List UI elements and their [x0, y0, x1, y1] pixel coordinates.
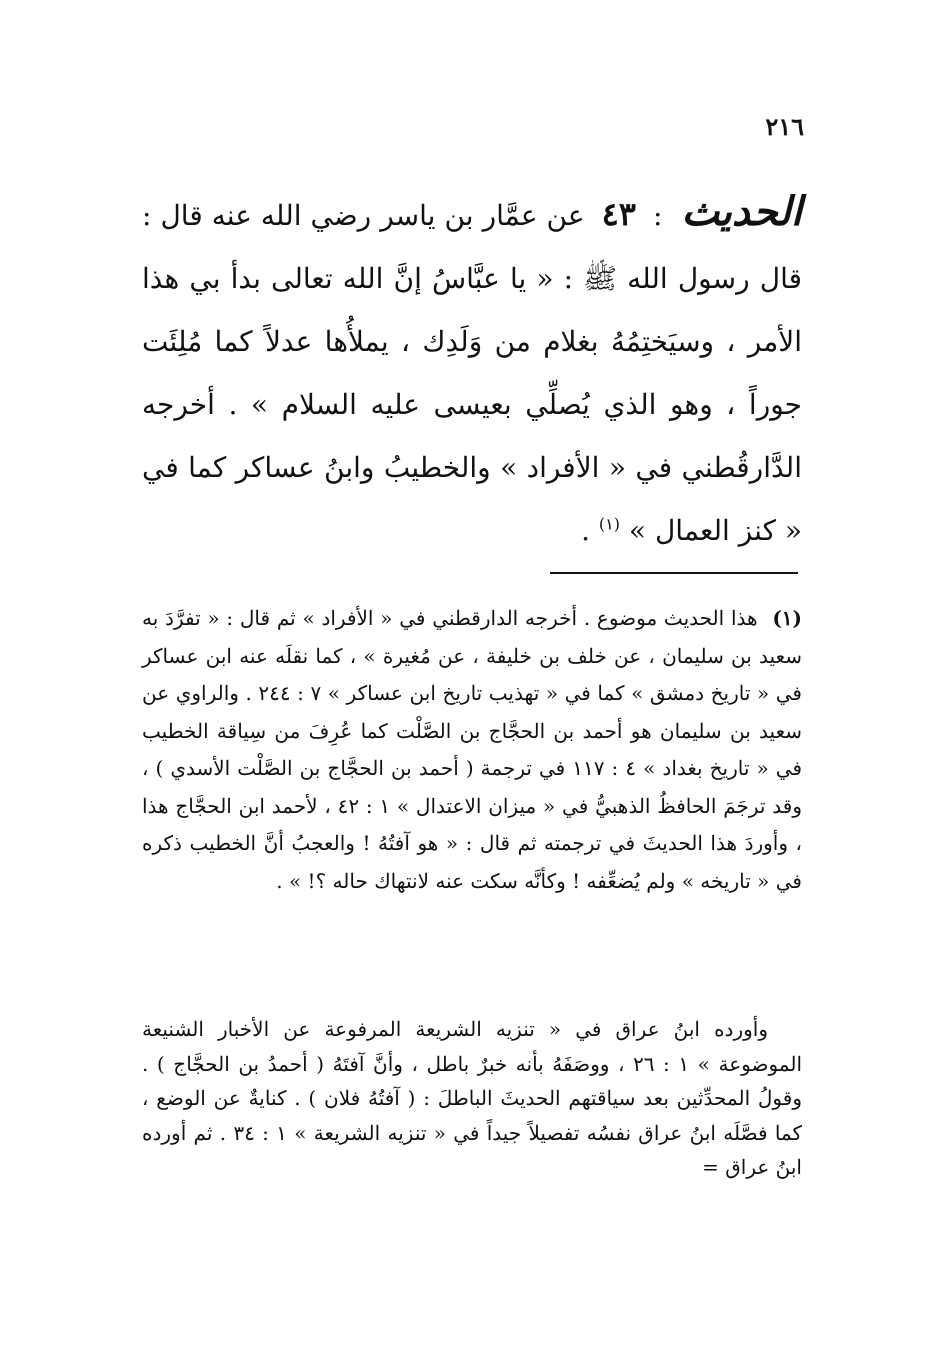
hadith-number: ٤٣ — [601, 195, 636, 233]
hadith-heading: الحديث — [681, 188, 803, 235]
hadith-end-mark: . — [581, 514, 591, 547]
footnote-marker: (١) — [772, 606, 802, 630]
footnote-separator — [550, 572, 798, 574]
footnote-reference: (١) — [598, 514, 621, 534]
page-number: ٢١٦ — [765, 112, 804, 141]
footnote-continuation-text: وأورده ابنُ عراق في « تنزيه الشريعة المرفوعة عن الأخبار الشنيعة الموضوعة » ١ : ٢٦ ، ووصَفَهُ بأنه خبرٌ باطل ، وأنَّ آفتَهُ ( أحمدُ بن الحجَّاج ) . وقولُ المحدِّثين بعد سياقتهم الحديثَ الباطلَ : ( آفتُهُ فلان ) . كنايةٌ عن الوضع ، كما فصَّلَه ابنُ عراق نفسُه تفصيلاً جيداً في « تنزيه الشريعة » ١ : ٣٤ . ثم أورده ابنُ عراق = — [142, 1017, 803, 1180]
footnote-1 — [142, 600, 802, 900]
hadith-text: عن عمَّار بن ياسر رضي الله عنه قال : قال رسول الله ﷺ : « يا عبَّاسُ إنَّ الله تعالى بدأ بي هذا الأمر ، وسيَختِمُهُ بغلام من وَلَدِك ، يملأُها عدلاً كما مُلِئَت جوراً ، وهو الذي يُصلِّي بعيسى عليه السلام » . أخرجه الدَّارقُطني في « الأفراد » والخطيبُ وابنُ عساكر كما في « كنز العمال » — [142, 199, 802, 547]
hadith-body — [142, 180, 802, 562]
hadith-heading-separator: : — [653, 199, 663, 232]
footnote-text: هذا الحديث موضوع . أخرجه الدارقطني في « الأفراد » ثم قال : « تفرَّدَ به سعيد بن سليمان ، عن خلف بن خليفة ، عن مُغيرة » ، كما نقلَه عنه ابن عساكر في « تاريخ دمشق » كما في « تهذيب تاريخ ابن عساكر » ٧ : ٢٤٤ . والراوي عن سعيد بن سليمان هو أحمد بن الحجَّاج بن الصَّلْت كما عُرِفَ من سِياقة الخطيب في « تاريخ بغداد » ٤ : ١١٧ في ترجمة ( أحمد بن الحجَّاج بن الصَّلْت الأسدي ) ، وقد ترجَمَ الحافظُ الذهبيُّ في « ميزان الاعتدال » ١ : ٤٢ ، لأحمد ابن الحجَّاج هذا ، وأوردَ هذا الحديثَ في ترجمته ثم قال : « هو آفتُهُ ! والعجبُ أنَّ الخطيب ذكره في « تاريخه » ولم يُضعِّفه ! وكأنَّه سكت عنه لانتهاك حاله ؟! » . — [142, 606, 802, 893]
footnote-continuation — [142, 1012, 802, 1185]
